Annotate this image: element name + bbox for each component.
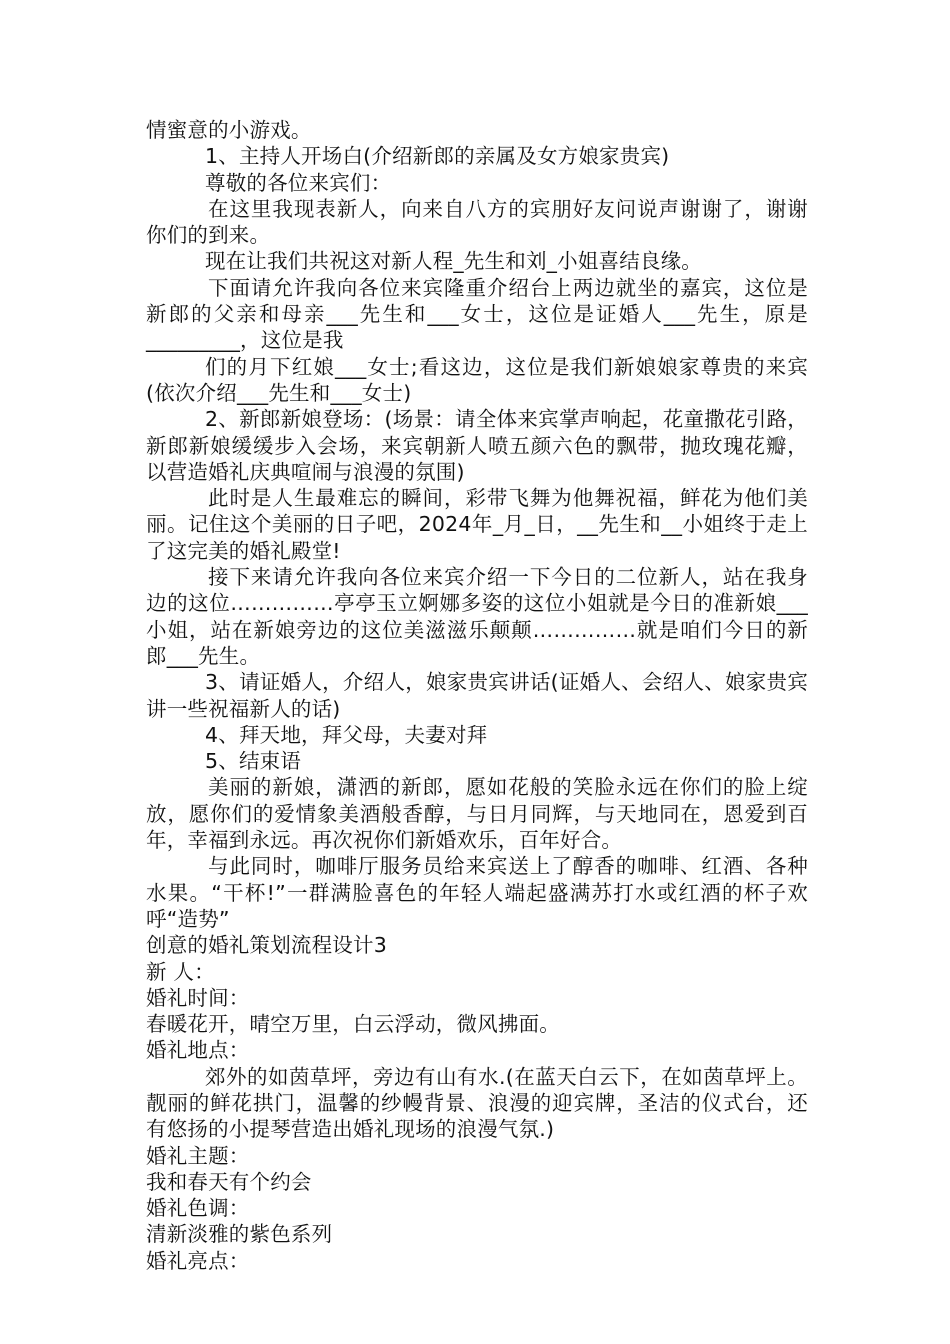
paragraph: 新 人：: [146, 959, 215, 984]
paragraph: 婚礼时间：: [146, 985, 250, 1010]
paragraph: 1、主持人开场白(介绍新郎的亲属及女方娘家贵宾): [205, 144, 670, 169]
paragraph: 情蜜意的小游戏。: [146, 118, 312, 142]
paragraph: 接下来请允许我向各位来宾介绍一下今日的二位新人，站在我身边的这位……………亭亭玉立婀娜多姿的这位小姐就是今日的准新娘___小姐，站在新娘旁边的这位美滋滋乐颠颠……………就是咱们今日的新郎___先生。: [146, 565, 808, 668]
paragraph: 下面请允许我向各位来宾隆重介绍台上两边就坐的嘉宾，这位是新郎的父亲和母亲___先生和___女士，这位是证婚人___先生，原是_________，这位是我: [146, 275, 808, 353]
paragraph: 婚礼主题：: [146, 1143, 250, 1168]
paragraph: 美丽的新娘，潇洒的新郎，愿如花般的笑脸永远在你们的脸上绽放，愿你们的爱情象美酒般香醇，与日月同辉，与天地同在，恩爱到百年，幸福到永远。再次祝你们新婚欢乐，百年好合。: [146, 775, 808, 853]
paragraph: 清新淡雅的紫色系列: [146, 1222, 333, 1247]
document-page: [146, 117, 808, 1274]
paragraph: 此时是人生最难忘的瞬间，彩带飞舞为他舞祝福，鲜花为他们美丽。记住这个美丽的日子吧，2024年_月_日，__先生和__小姐终于走上了这完美的婚礼殿堂!: [146, 486, 808, 563]
paragraph: 与此同时，咖啡厅服务员给来宾送上了醇香的咖啡、红酒、各种水果。“干杯!”一群满脸喜色的年轻人端起盛满苏打水或红酒的杯子欢呼“造势”: [146, 854, 808, 931]
paragraph: 4、拜天地，拜父母，夫妻对拜: [205, 722, 488, 747]
paragraph: 5、结束语: [205, 749, 302, 774]
paragraph: 2、新郎新娘登场：(场景：请全体来宾掌声响起，花童撒花引路，新郎新娘缓缓步入会场，来宾朝新人喷五颜六色的飘带，抛玫瑰花瓣，以营造婚礼庆典喧闹与浪漫的氛围): [146, 407, 808, 484]
paragraph: 婚礼色调：: [146, 1196, 250, 1221]
section-heading: 创意的婚礼策划流程设计3: [146, 933, 387, 958]
paragraph: 我和春天有个约会: [146, 1169, 312, 1194]
paragraph: 婚礼地点：: [146, 1038, 250, 1063]
paragraph: 在这里我现表新人，向来自八方的宾朋好友问说声谢谢了，谢谢你们的到来。: [146, 196, 808, 248]
paragraph: 婚礼亮点：: [146, 1248, 250, 1273]
paragraph: 郊外的如茵草坪，旁边有山有水.(在蓝天白云下，在如茵草坪上。靓丽的鲜花拱门，温馨的纱幔背景、浪漫的迎宾牌，圣洁的仪式台，还有悠扬的小提琴营造出婚礼现场的浪漫气氛.): [146, 1064, 808, 1142]
paragraph: 们的月下红娘___女士;看这边，这位是我们新娘娘家尊贵的来宾(依次介绍___先生和___女士): [146, 354, 808, 405]
paragraph: 春暖花开，晴空万里，白云浮动，微风拂面。: [146, 1012, 560, 1037]
paragraph: 现在让我们共祝这对新人程_先生和刘_小姐喜结良缘。: [205, 249, 702, 274]
paragraph: 尊敬的各位来宾们：: [205, 170, 392, 195]
paragraph: 3、请证婚人，介绍人，娘家贵宾讲话(证婚人、会绍人、娘家贵宾讲一些祝福新人的话): [146, 670, 808, 721]
